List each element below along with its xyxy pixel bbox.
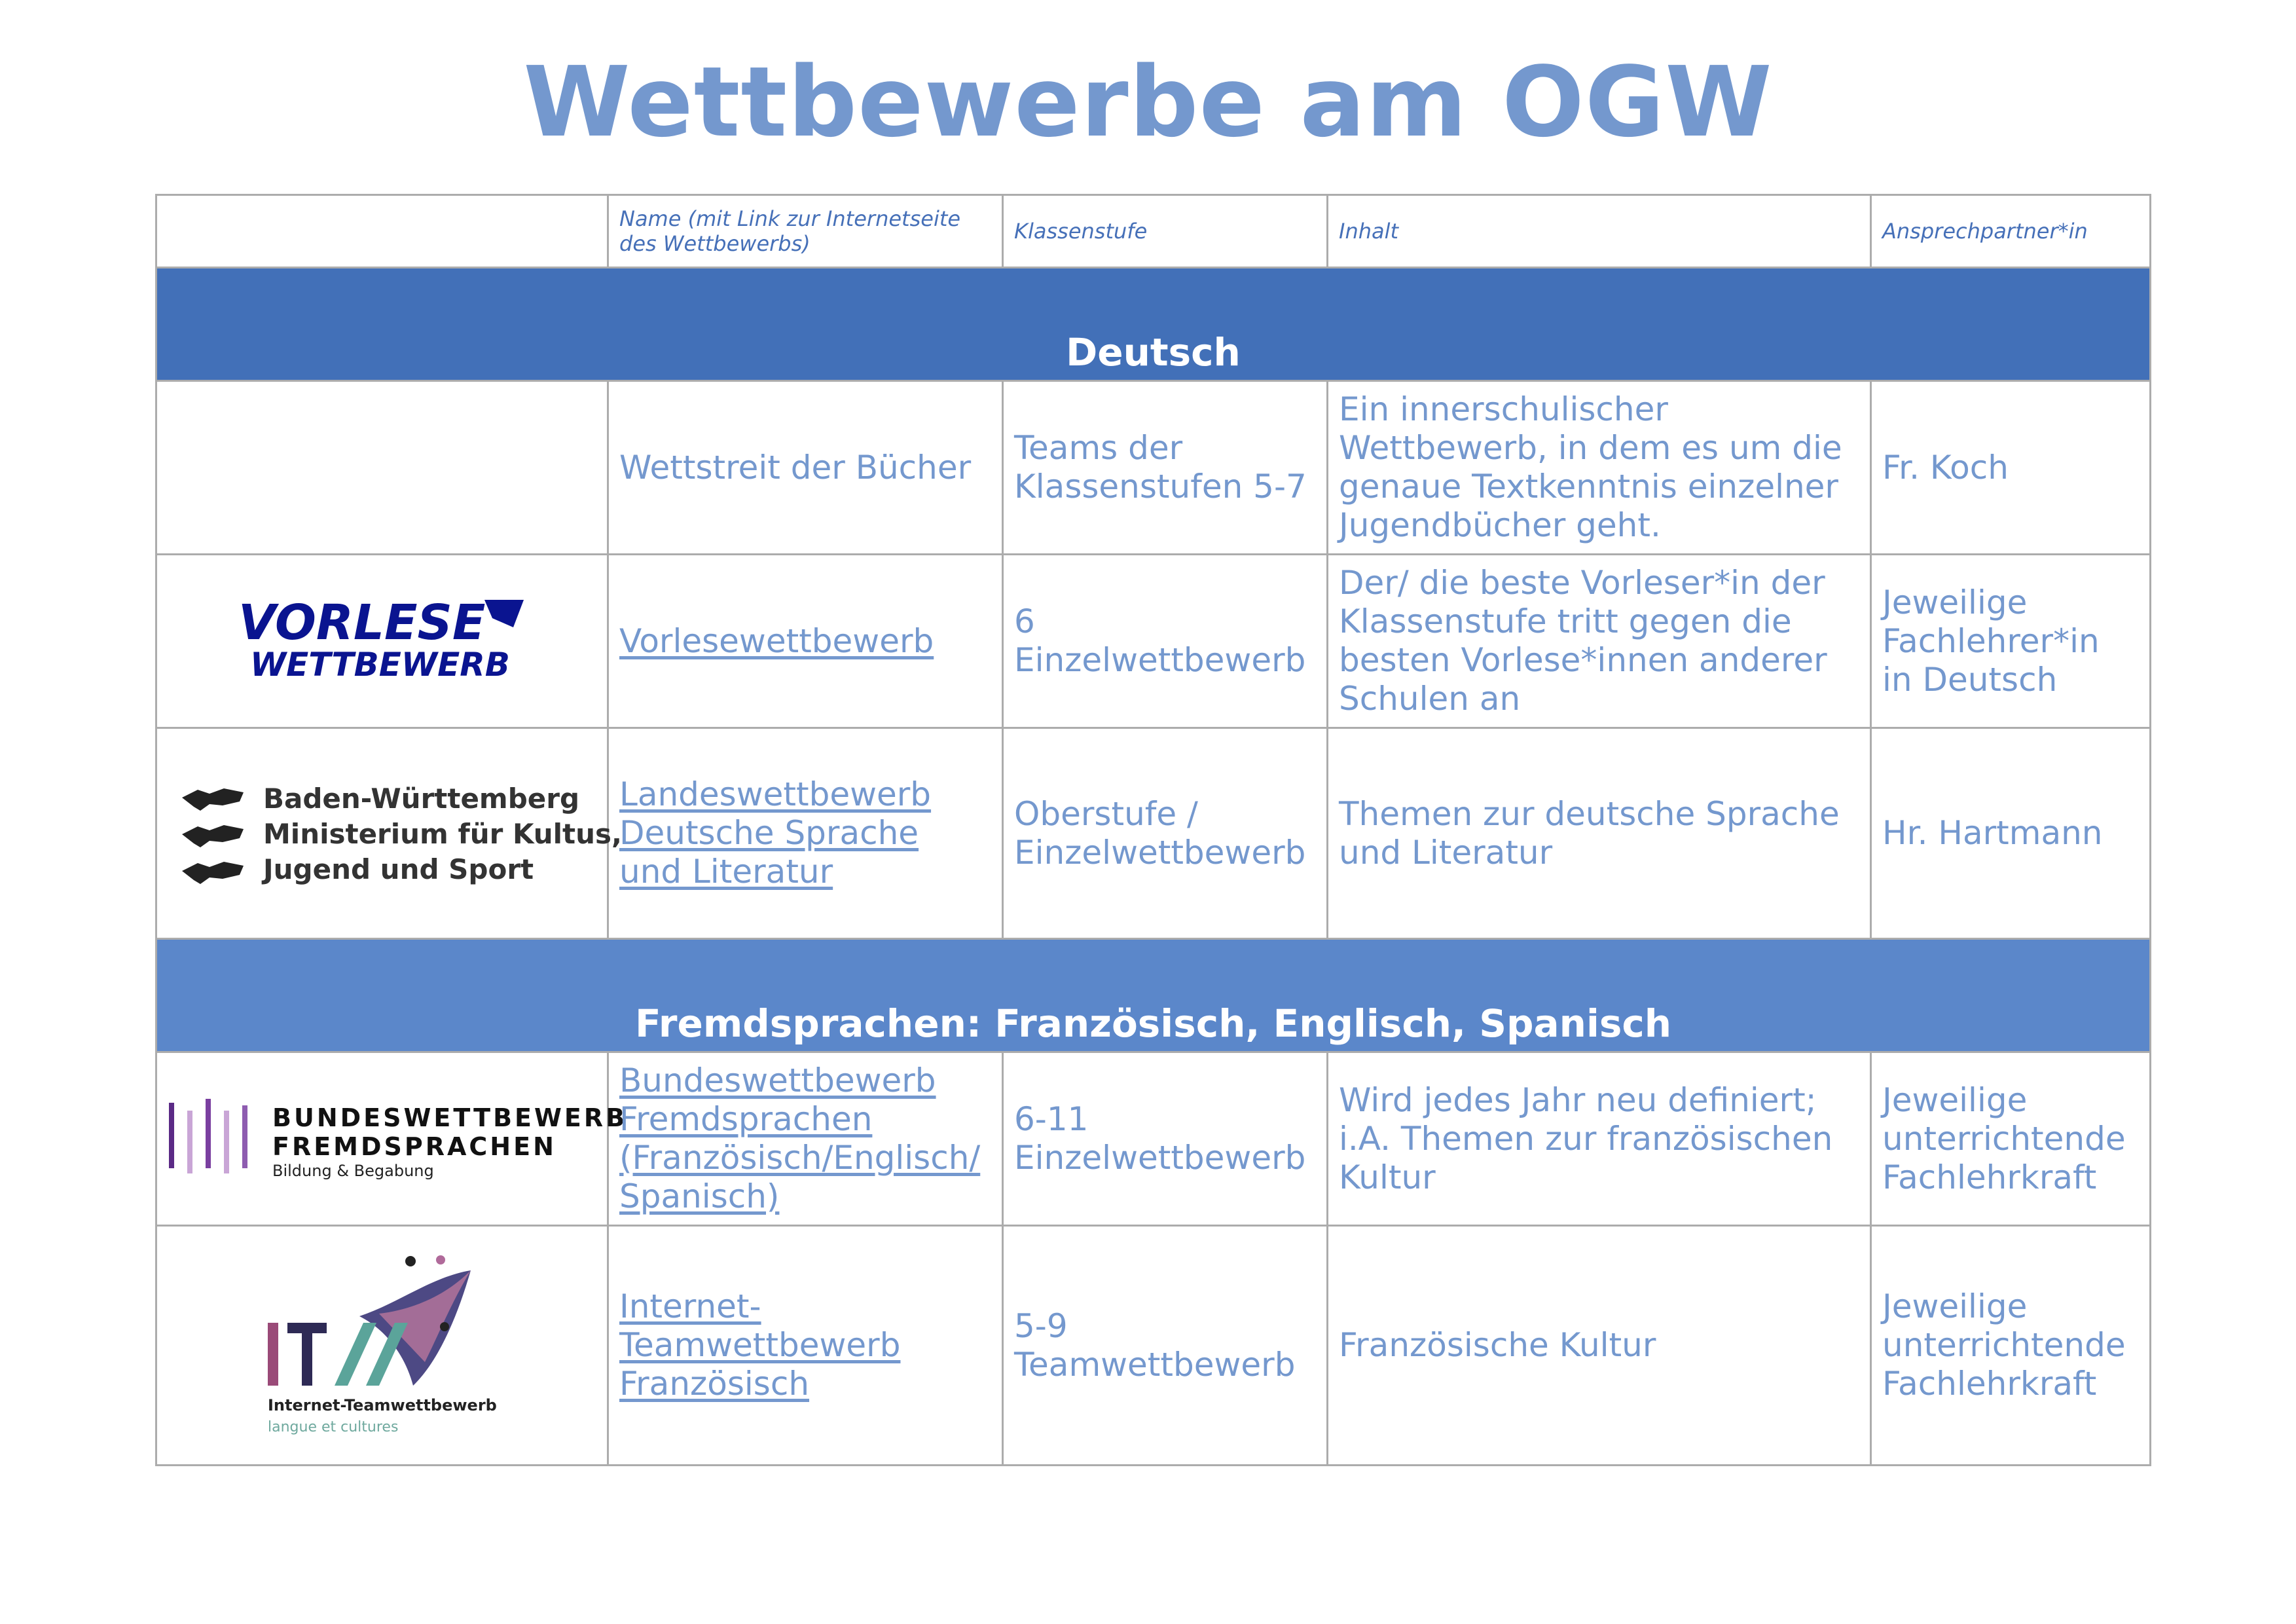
header-name: Name (mit Link zur Internetseite des Wettbewerbs)	[608, 195, 1003, 268]
competition-contact: Fr. Koch	[1871, 381, 2151, 555]
level-line: Oberstufe /	[1014, 794, 1198, 833]
table-row	[156, 555, 2151, 728]
competition-level	[1003, 728, 1328, 939]
competition-contact: Jeweilige Fachlehrer*in in Deutsch	[1871, 555, 2151, 728]
vorlese-wettbewerb-logo	[156, 555, 608, 728]
competition-contact: Hr. Hartmann	[1871, 728, 2151, 939]
bwf-logo-graphic	[168, 1096, 628, 1181]
vorlese-logo-line2: WETTBEWERB	[249, 646, 510, 684]
page-title: Wettbewerbe am OGW	[523, 46, 1773, 158]
competition-content: Der/ die beste Vorleser*in der Klassenstufe tritt gegen die besten Vorlese*innen anderer Schulen an	[1328, 555, 1871, 728]
table-row	[156, 1052, 2151, 1226]
vorlese-logo-graphic	[238, 595, 526, 684]
competition-contact: Jeweilige unterrichtende Fachlehrkraft	[1871, 1052, 2151, 1226]
header-content: Inhalt	[1328, 195, 1871, 268]
level-line: Einzelwettbewerb	[1014, 641, 1306, 679]
ministerium-logo-graphic	[179, 778, 622, 889]
level-line: 5-9	[1014, 1306, 1068, 1345]
competition-name[interactable]	[608, 1052, 1003, 1226]
header-logo	[156, 195, 608, 268]
level-line: Teamwettbewerb	[1014, 1345, 1296, 1384]
table-row	[156, 1226, 2151, 1466]
bundeswettbewerb-link[interactable]: Bundeswettbewerb Fremdsprachen (Französisch/Englisch/ Spanisch)	[619, 1061, 981, 1215]
competition-level	[1003, 555, 1328, 728]
itw-logo-graphic	[261, 1251, 503, 1441]
section-title-fremdsprachen: Fremdsprachen: Französisch, Englisch, Spanisch	[156, 939, 2151, 1052]
vorlesewettbewerb-link[interactable]: Vorlesewettbewerb	[619, 621, 934, 660]
competition-name: Wettstreit der Bücher	[608, 381, 1003, 555]
table-row	[156, 728, 2151, 939]
landeswettbewerb-link[interactable]: Landeswettbewerb Deutsche Sprache und Literatur	[619, 775, 932, 891]
internet-teamwettbewerb-logo	[156, 1226, 608, 1466]
competitions-table	[155, 194, 2151, 1466]
bwf-logo-line2: FREMDSPRACHEN	[272, 1132, 556, 1161]
vorlese-logo-line1: VORLESE	[238, 595, 485, 651]
itw-logo-line1: Internet-Teamwettbewerb	[267, 1395, 497, 1414]
competition-content: Ein innerschulischer Wettbewerb, in dem es um die genaue Textkenntnis einzelner Jugendbücher geht.	[1328, 381, 1871, 555]
header-contact: Ansprechpartner*in	[1871, 195, 2151, 268]
competition-name[interactable]	[608, 555, 1003, 728]
section-fremdsprachen	[156, 939, 2151, 1052]
ministerium-logo-line2: Ministerium für Kultus,	[263, 817, 622, 850]
itw-logo-line2: langue et cultures	[267, 1418, 398, 1435]
bundeswettbewerb-fremdsprachen-logo	[156, 1052, 628, 1226]
ministerium-logo-line1: Baden-Württemberg	[263, 782, 579, 815]
level-line: 6	[1014, 602, 1035, 640]
logo-cell-empty	[156, 381, 608, 555]
baden-wuerttemberg-ministerium-logo	[156, 728, 622, 939]
bars-icon	[169, 1099, 247, 1173]
ministerium-logo-line3: Jugend und Sport	[263, 853, 534, 885]
lion-crest-icon	[182, 788, 244, 884]
section-deutsch	[156, 268, 2151, 381]
competition-level: Teams der Klassenstufen 5-7	[1003, 381, 1328, 555]
bwf-logo-line3: Bildung & Begabung	[272, 1162, 434, 1180]
competition-content: Wird jedes Jahr neu definiert; i.A. Themen zur französischen Kultur	[1328, 1052, 1871, 1226]
header-level: Klassenstufe	[1003, 195, 1328, 268]
competition-content: Themen zur deutsche Sprache und Literatur	[1328, 728, 1871, 939]
section-title-deutsch: Deutsch	[156, 268, 2151, 381]
table-row	[156, 381, 2151, 555]
level-line: Einzelwettbewerb	[1014, 833, 1306, 872]
competition-content: Französische Kultur	[1328, 1226, 1871, 1466]
book-icon	[484, 600, 524, 627]
level-line: 6-11	[1014, 1100, 1089, 1138]
competition-contact: Jeweilige unterrichtende Fachlehrkraft	[1871, 1226, 2151, 1466]
competition-name[interactable]	[608, 1226, 1003, 1466]
internet-teamwettbewerb-link[interactable]: Internet-Teamwettbewerb Französisch	[619, 1287, 901, 1403]
competition-level	[1003, 1226, 1328, 1466]
competition-name[interactable]	[608, 728, 1003, 939]
table-header-row	[156, 195, 2151, 268]
bwf-logo-line1: BUNDESWETTBEWERB	[272, 1103, 628, 1132]
level-line: Einzelwettbewerb	[1014, 1139, 1306, 1177]
competition-level	[1003, 1052, 1328, 1226]
